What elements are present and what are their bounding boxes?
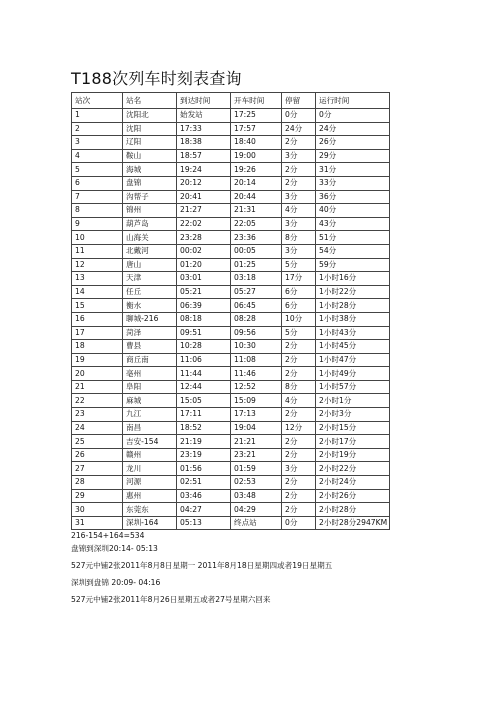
- cell-running-time: 1小时45分: [316, 340, 390, 354]
- cell-running-time: 2小时26分: [316, 489, 390, 503]
- cell-station-number: 23: [72, 408, 123, 422]
- cell-running-time: 36分: [316, 190, 390, 204]
- cell-station-number: 31: [72, 516, 123, 530]
- table-row: [72, 136, 390, 150]
- table-row: [72, 421, 390, 435]
- cell-departure-time: 20:44: [231, 190, 282, 204]
- cell-station-name: 九江: [123, 408, 177, 422]
- cell-station-name: 天津: [123, 272, 177, 286]
- cell-departure-time: 终点站: [231, 516, 282, 530]
- cell-running-time: 29分: [316, 149, 390, 163]
- cell-station-name: 南昌: [123, 421, 177, 435]
- cell-running-time: 1小时16分: [316, 272, 390, 286]
- cell-station-name: 龙川: [123, 462, 177, 476]
- column-header-stop-duration: 停留: [282, 93, 316, 109]
- cell-arrival-time: 03:46: [177, 489, 231, 503]
- cell-station-name: 北戴河: [123, 244, 177, 258]
- cell-departure-time: 00:05: [231, 244, 282, 258]
- table-row: [72, 244, 390, 258]
- cell-station-name: 菏泽: [123, 326, 177, 340]
- cell-arrival-time: 22:02: [177, 217, 231, 231]
- cell-station-number: 15: [72, 299, 123, 313]
- cell-stop-duration: 2分: [282, 435, 316, 449]
- cell-running-time: 2小时19分: [316, 448, 390, 462]
- cell-station-number: 19: [72, 353, 123, 367]
- table-row: [72, 176, 390, 190]
- cell-station-number: 7: [72, 190, 123, 204]
- cell-stop-duration: 2分: [282, 476, 316, 490]
- cell-arrival-time: 00:02: [177, 244, 231, 258]
- cell-stop-duration: 0分: [282, 516, 316, 530]
- cell-running-time: 51分: [316, 231, 390, 245]
- cell-departure-time: 11:46: [231, 367, 282, 381]
- cell-stop-duration: 2分: [282, 503, 316, 517]
- cell-stop-duration: 8分: [282, 380, 316, 394]
- cell-stop-duration: 4分: [282, 204, 316, 218]
- table-row: [72, 299, 390, 313]
- cell-arrival-time: 02:51: [177, 476, 231, 490]
- cell-departure-time: 17:25: [231, 109, 282, 123]
- cell-station-number: 29: [72, 489, 123, 503]
- cell-arrival-time: 21:27: [177, 204, 231, 218]
- cell-running-time: 1小时47分: [316, 353, 390, 367]
- table-row: [72, 408, 390, 422]
- cell-stop-duration: 3分: [282, 190, 316, 204]
- cell-arrival-time: 04:27: [177, 503, 231, 517]
- cell-station-number: 1: [72, 109, 123, 123]
- cell-station-number: 12: [72, 258, 123, 272]
- cell-station-number: 17: [72, 326, 123, 340]
- cell-stop-duration: 2分: [282, 367, 316, 381]
- table-row: [72, 462, 390, 476]
- cell-station-name: 麻城: [123, 394, 177, 408]
- cell-station-name: 锦州: [123, 204, 177, 218]
- cell-departure-time: 12:52: [231, 380, 282, 394]
- cell-station-number: 20: [72, 367, 123, 381]
- cell-running-time: 59分: [316, 258, 390, 272]
- cell-station-name: 盘锦: [123, 176, 177, 190]
- cell-arrival-time: 23:28: [177, 231, 231, 245]
- cell-station-name: 衡水: [123, 299, 177, 313]
- cell-stop-duration: 17分: [282, 272, 316, 286]
- cell-arrival-time: 05:21: [177, 285, 231, 299]
- cell-station-number: 18: [72, 340, 123, 354]
- cell-station-name: 山海关: [123, 231, 177, 245]
- table-row: [72, 190, 390, 204]
- cell-arrival-time: 11:44: [177, 367, 231, 381]
- cell-running-time: 1小时22分: [316, 285, 390, 299]
- cell-station-number: 4: [72, 149, 123, 163]
- cell-arrival-time: 18:57: [177, 149, 231, 163]
- cell-station-number: 9: [72, 217, 123, 231]
- cell-running-time: 54分: [316, 244, 390, 258]
- table-row: [72, 448, 390, 462]
- cell-running-time: 0分: [316, 109, 390, 123]
- note-outbound-ticket: 527元中铺2张2011年8月8日星期一 2011年8月18日星期四或者19日星期五: [71, 561, 333, 570]
- cell-stop-duration: 10分: [282, 312, 316, 326]
- note-return-times: 深圳到盘锦 20:09- 04:16: [71, 578, 161, 587]
- cell-running-time: 1小时38分: [316, 312, 390, 326]
- cell-station-number: 27: [72, 462, 123, 476]
- cell-stop-duration: 2分: [282, 408, 316, 422]
- cell-stop-duration: 6分: [282, 299, 316, 313]
- cell-departure-time: 23:36: [231, 231, 282, 245]
- cell-station-number: 2: [72, 122, 123, 136]
- table-row: [72, 489, 390, 503]
- cell-departure-time: 03:18: [231, 272, 282, 286]
- cell-running-time: 1小时43分: [316, 326, 390, 340]
- cell-running-time: 2小时22分: [316, 462, 390, 476]
- cell-station-number: 3: [72, 136, 123, 150]
- cell-arrival-time: 01:20: [177, 258, 231, 272]
- cell-arrival-time: 始发站: [177, 109, 231, 123]
- cell-arrival-time: 11:06: [177, 353, 231, 367]
- cell-arrival-time: 23:19: [177, 448, 231, 462]
- cell-departure-time: 03:48: [231, 489, 282, 503]
- cell-station-name: 赣州: [123, 448, 177, 462]
- cell-stop-duration: 3分: [282, 244, 316, 258]
- page-title: T188次列车时刻表查询: [71, 69, 242, 88]
- table-row: [72, 435, 390, 449]
- cell-station-name: 惠州: [123, 489, 177, 503]
- cell-departure-time: 17:57: [231, 122, 282, 136]
- cell-running-time: 2小时24分: [316, 476, 390, 490]
- cell-station-number: 11: [72, 244, 123, 258]
- cell-running-time: 2小时1分: [316, 394, 390, 408]
- cell-station-name: 沈阳: [123, 122, 177, 136]
- cell-arrival-time: 21:19: [177, 435, 231, 449]
- cell-arrival-time: 20:41: [177, 190, 231, 204]
- cell-arrival-time: 05:13: [177, 516, 231, 530]
- cell-station-name: 河源: [123, 476, 177, 490]
- cell-running-time: 33分: [316, 176, 390, 190]
- cell-arrival-time: 20:12: [177, 176, 231, 190]
- cell-stop-duration: 2分: [282, 489, 316, 503]
- table-row: [72, 109, 390, 123]
- cell-station-number: 14: [72, 285, 123, 299]
- cell-running-time: 1小时57分: [316, 380, 390, 394]
- cell-stop-duration: 4分: [282, 394, 316, 408]
- cell-arrival-time: 06:39: [177, 299, 231, 313]
- cell-station-name: 吉安-154: [123, 435, 177, 449]
- timetable: [71, 92, 390, 530]
- cell-arrival-time: 10:28: [177, 340, 231, 354]
- cell-arrival-time: 15:05: [177, 394, 231, 408]
- table-row: [72, 163, 390, 177]
- cell-running-time: 43分: [316, 217, 390, 231]
- note-return-ticket: 527元中铺2张2011年8月26日星期五或者27号星期六回来: [71, 595, 271, 604]
- table-row: [72, 272, 390, 286]
- table-row: [72, 503, 390, 517]
- cell-running-time: 2小时17分: [316, 435, 390, 449]
- cell-departure-time: 05:27: [231, 285, 282, 299]
- cell-departure-time: 15:09: [231, 394, 282, 408]
- table-row: [72, 285, 390, 299]
- cell-station-name: 深圳-164: [123, 516, 177, 530]
- cell-stop-duration: 2分: [282, 353, 316, 367]
- table-row: [72, 149, 390, 163]
- cell-station-number: 22: [72, 394, 123, 408]
- table-row: [72, 340, 390, 354]
- cell-stop-duration: 6分: [282, 285, 316, 299]
- cell-station-name: 辽阳: [123, 136, 177, 150]
- cell-station-name: 海城: [123, 163, 177, 177]
- cell-station-name: 东莞东: [123, 503, 177, 517]
- cell-arrival-time: 12:44: [177, 380, 231, 394]
- cell-departure-time: 08:28: [231, 312, 282, 326]
- cell-departure-time: 21:21: [231, 435, 282, 449]
- cell-stop-duration: 2分: [282, 340, 316, 354]
- table-row: [72, 516, 390, 530]
- cell-departure-time: 06:45: [231, 299, 282, 313]
- cell-station-number: 28: [72, 476, 123, 490]
- cell-station-number: 8: [72, 204, 123, 218]
- cell-departure-time: 01:25: [231, 258, 282, 272]
- cell-running-time: 26分: [316, 136, 390, 150]
- cell-departure-time: 04:29: [231, 503, 282, 517]
- cell-departure-time: 17:13: [231, 408, 282, 422]
- table-row: [72, 312, 390, 326]
- cell-station-name: 沈阳北: [123, 109, 177, 123]
- column-header-station-number: 站次: [72, 93, 123, 109]
- cell-station-number: 24: [72, 421, 123, 435]
- cell-departure-time: 20:14: [231, 176, 282, 190]
- table-row: [72, 476, 390, 490]
- cell-station-number: 6: [72, 176, 123, 190]
- cell-stop-duration: 2分: [282, 176, 316, 190]
- cell-arrival-time: 17:33: [177, 122, 231, 136]
- cell-station-number: 16: [72, 312, 123, 326]
- cell-running-time: 2小时28分: [316, 503, 390, 517]
- cell-station-name: 葫芦岛: [123, 217, 177, 231]
- cell-running-time: 1小时49分: [316, 367, 390, 381]
- cell-departure-time: 09:56: [231, 326, 282, 340]
- cell-stop-duration: 12分: [282, 421, 316, 435]
- cell-departure-time: 11:08: [231, 353, 282, 367]
- cell-departure-time: 23:21: [231, 448, 282, 462]
- cell-departure-time: 21:31: [231, 204, 282, 218]
- cell-running-time: 31分: [316, 163, 390, 177]
- cell-arrival-time: 17:11: [177, 408, 231, 422]
- cell-stop-duration: 24分: [282, 122, 316, 136]
- cell-station-number: 25: [72, 435, 123, 449]
- cell-departure-time: 02:53: [231, 476, 282, 490]
- table-header-row: [72, 93, 390, 109]
- cell-stop-duration: 3分: [282, 149, 316, 163]
- cell-running-time: 1小时28分: [316, 299, 390, 313]
- column-header-departure-time: 开车时间: [231, 93, 282, 109]
- cell-station-name: 鞍山: [123, 149, 177, 163]
- cell-station-name: 任丘: [123, 285, 177, 299]
- cell-station-number: 21: [72, 380, 123, 394]
- cell-station-name: 唐山: [123, 258, 177, 272]
- column-header-station-name: 站名: [123, 93, 177, 109]
- cell-station-number: 10: [72, 231, 123, 245]
- cell-station-number: 5: [72, 163, 123, 177]
- cell-departure-time: 10:30: [231, 340, 282, 354]
- cell-departure-time: 19:26: [231, 163, 282, 177]
- table-row: [72, 353, 390, 367]
- cell-arrival-time: 09:51: [177, 326, 231, 340]
- cell-station-name: 亳州: [123, 367, 177, 381]
- cell-departure-time: 19:00: [231, 149, 282, 163]
- table-row: [72, 258, 390, 272]
- cell-stop-duration: 3分: [282, 217, 316, 231]
- note-route-calculation: 216-154+164=534: [71, 531, 145, 540]
- cell-arrival-time: 08:18: [177, 312, 231, 326]
- cell-running-time: 24分: [316, 122, 390, 136]
- cell-stop-duration: 2分: [282, 163, 316, 177]
- cell-stop-duration: 0分: [282, 109, 316, 123]
- table-row: [72, 326, 390, 340]
- table-row: [72, 204, 390, 218]
- cell-station-name: 阜阳: [123, 380, 177, 394]
- cell-departure-time: 22:05: [231, 217, 282, 231]
- cell-running-time: 2小时28分2947KM: [316, 516, 390, 530]
- cell-station-number: 13: [72, 272, 123, 286]
- cell-arrival-time: 01:56: [177, 462, 231, 476]
- note-outbound-times: 盘锦到深圳20:14- 05:13: [71, 544, 158, 553]
- column-header-running-time: 运行时间: [316, 93, 390, 109]
- cell-station-number: 30: [72, 503, 123, 517]
- cell-stop-duration: 2分: [282, 136, 316, 150]
- table-row: [72, 380, 390, 394]
- cell-stop-duration: 8分: [282, 231, 316, 245]
- cell-station-name: 曹县: [123, 340, 177, 354]
- cell-arrival-time: 18:52: [177, 421, 231, 435]
- notes-section: [71, 529, 332, 606]
- cell-station-name: 商丘南: [123, 353, 177, 367]
- cell-stop-duration: 5分: [282, 258, 316, 272]
- cell-stop-duration: 2分: [282, 448, 316, 462]
- cell-arrival-time: 03:01: [177, 272, 231, 286]
- column-header-arrival-time: 到达时间: [177, 93, 231, 109]
- cell-station-number: 26: [72, 448, 123, 462]
- cell-arrival-time: 19:24: [177, 163, 231, 177]
- cell-station-name: 聊城-216: [123, 312, 177, 326]
- cell-stop-duration: 3分: [282, 462, 316, 476]
- cell-arrival-time: 18:38: [177, 136, 231, 150]
- cell-station-name: 沟帮子: [123, 190, 177, 204]
- timetable-body: [72, 109, 390, 530]
- cell-departure-time: 01:59: [231, 462, 282, 476]
- cell-stop-duration: 5分: [282, 326, 316, 340]
- cell-running-time: 2小时3分: [316, 408, 390, 422]
- table-row: [72, 231, 390, 245]
- cell-departure-time: 19:04: [231, 421, 282, 435]
- table-row: [72, 217, 390, 231]
- table-row: [72, 394, 390, 408]
- table-row: [72, 122, 390, 136]
- cell-departure-time: 18:40: [231, 136, 282, 150]
- cell-running-time: 2小时15分: [316, 421, 390, 435]
- cell-running-time: 40分: [316, 204, 390, 218]
- table-row: [72, 367, 390, 381]
